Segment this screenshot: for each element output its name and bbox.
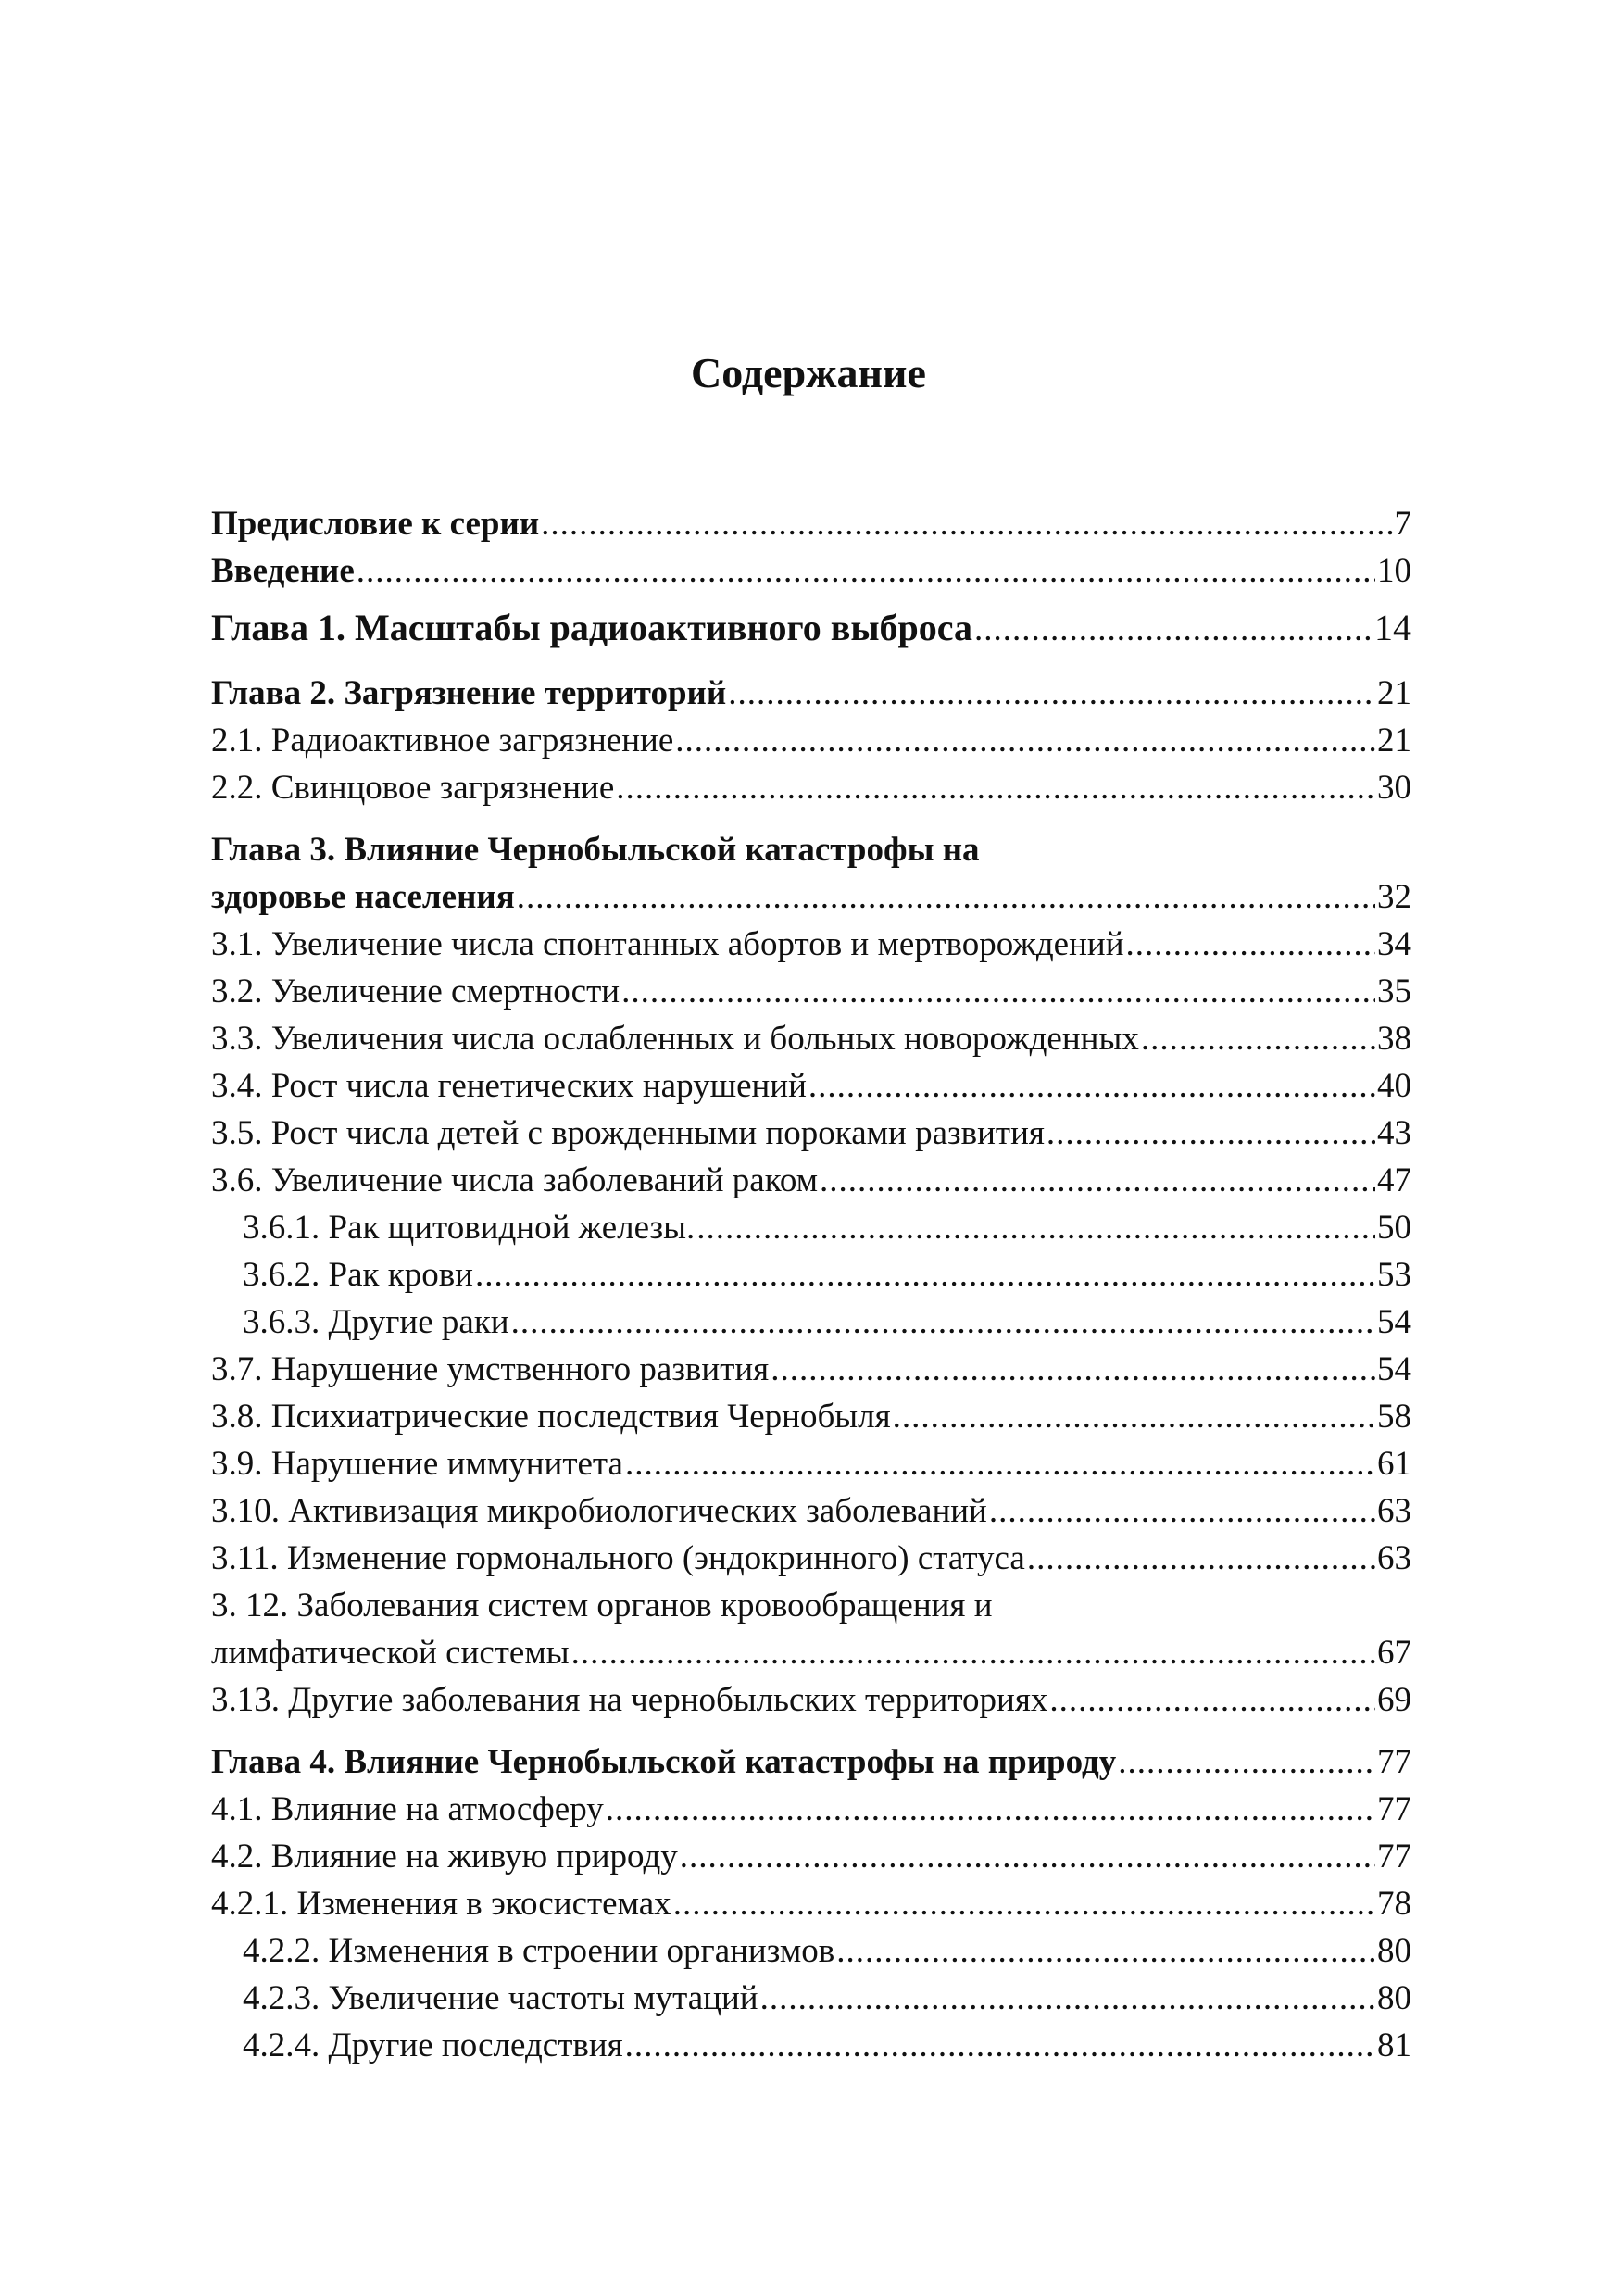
toc-entry-3-11[interactable]: [211, 1535, 1411, 1582]
toc-page-number: 77: [1377, 1838, 1411, 1876]
toc-page-number: 14: [1374, 607, 1411, 648]
toc-label: 3.11. Изменение гормонального (эндокринного) статуса: [211, 1539, 1025, 1577]
dot-leader: [808, 1062, 1375, 1110]
toc-page-number: 38: [1377, 1020, 1411, 1058]
dot-leader: [571, 1629, 1375, 1676]
dot-leader: [680, 1833, 1375, 1880]
toc-entry-3-6-2[interactable]: [211, 1251, 1411, 1299]
dot-leader: [675, 717, 1375, 764]
dot-leader: [836, 1927, 1375, 1975]
toc-entry-3-10[interactable]: [211, 1487, 1411, 1535]
toc-entry-3-6-3[interactable]: [211, 1299, 1411, 1346]
toc-page-number: 69: [1377, 1681, 1411, 1719]
toc-label: 3.3. Увеличения числа ослабленных и больных новорожденных: [211, 1020, 1139, 1058]
dot-leader: [1126, 921, 1375, 968]
toc-entry-chapter-4[interactable]: [211, 1738, 1411, 1786]
toc-entry-3-4[interactable]: [211, 1062, 1411, 1110]
toc-label: 3.6.2. Рак крови: [243, 1256, 473, 1294]
toc-page-number: 32: [1377, 878, 1411, 916]
dot-leader: [1118, 1738, 1375, 1786]
toc-entry-4-2-1[interactable]: [211, 1880, 1411, 1927]
toc-entry-3-3[interactable]: [211, 1015, 1411, 1062]
toc-label: 4.2. Влияние на живую природу: [211, 1838, 678, 1876]
toc-label: 3.8. Психиатрические последствия Чернобыля: [211, 1398, 891, 1436]
toc-entry-3-7[interactable]: [211, 1346, 1411, 1393]
toc-page-number: 34: [1377, 925, 1411, 963]
toc-label: 4.2.3. Увеличение частоты мутаций: [243, 1979, 758, 2017]
toc-label: 3.7. Нарушение умственного развития: [211, 1350, 770, 1388]
dot-leader: [1047, 1110, 1375, 1157]
toc-label: 4.1. Влияние на атмосферу: [211, 1790, 604, 1828]
toc-label: 3.1. Увеличение числа спонтанных абортов и мертворождений: [211, 925, 1124, 963]
toc-page-number: 77: [1377, 1790, 1411, 1828]
toc-entry-4-2-3[interactable]: [211, 1975, 1411, 2022]
dot-leader: [517, 873, 1375, 921]
toc-label: Глава 2. Загрязнение территорий: [211, 674, 727, 712]
toc-entry-3-9[interactable]: [211, 1440, 1411, 1487]
toc-page-number: 47: [1377, 1161, 1411, 1199]
toc-page-number: 30: [1377, 769, 1411, 807]
toc-page-number: 10: [1377, 552, 1411, 590]
toc-label: 3.6. Увеличение числа заболеваний раком: [211, 1161, 819, 1199]
dot-leader: [893, 1393, 1375, 1440]
toc-label: 3.4. Рост числа генетических нарушений: [211, 1067, 807, 1105]
toc-entry-2-1[interactable]: [211, 717, 1411, 764]
dot-leader: [974, 606, 1373, 653]
toc-entry-3-2[interactable]: [211, 968, 1411, 1015]
toc-page-number: 21: [1377, 674, 1411, 712]
toc-page-number: 21: [1377, 721, 1411, 759]
toc-label: 3.6.1. Рак щитовидной железы.: [243, 1209, 696, 1247]
toc-page-number: 50: [1377, 1209, 1411, 1247]
toc-label: 3.5. Рост числа детей с врожденными пороками развития: [211, 1114, 1045, 1152]
toc-label: Предисловие к серии: [211, 505, 540, 543]
toc-page-number: 78: [1377, 1885, 1411, 1923]
toc-entry-4-1[interactable]: [211, 1786, 1411, 1833]
toc-chapter-3-title-line: Глава 3. Влияние Чернобыльской катастрофы на: [211, 831, 980, 869]
dot-leader: [696, 1204, 1375, 1251]
dot-leader: [621, 968, 1375, 1015]
toc-page-number: 81: [1377, 2026, 1411, 2064]
toc-3-12-title-line: 3. 12. Заболевания систем органов кровообращения и: [211, 1587, 993, 1625]
toc-page-number: 61: [1377, 1445, 1411, 1483]
toc-label: 3.10. Активизация микробиологических заболеваний: [211, 1492, 987, 1530]
toc-label: лимфатической системы: [211, 1634, 570, 1672]
toc-label: Введение: [211, 552, 355, 590]
dot-leader: [541, 500, 1392, 547]
toc-label: 4.2.1. Изменения в экосистемах: [211, 1885, 671, 1923]
toc-page-number: 77: [1377, 1743, 1411, 1781]
dot-leader: [760, 1975, 1375, 2022]
toc-page-number: 63: [1377, 1539, 1411, 1577]
toc-entry-chapter-3[interactable]: [211, 873, 1411, 921]
dot-leader: [625, 1440, 1375, 1487]
toc-page-number: 35: [1377, 972, 1411, 1010]
dot-leader: [511, 1299, 1375, 1346]
dot-leader: [625, 2022, 1375, 2069]
toc-entry-4-2-2[interactable]: [211, 1927, 1411, 1975]
toc-page-number: 58: [1377, 1398, 1411, 1436]
toc-entry-3-13[interactable]: [211, 1676, 1411, 1724]
toc-page-number: 67: [1377, 1634, 1411, 1672]
toc-page-number: 53: [1377, 1256, 1411, 1294]
toc-entry-3-8[interactable]: [211, 1393, 1411, 1440]
toc-entry-3-1[interactable]: [211, 921, 1411, 968]
toc-label: 3.13. Другие заболевания на чернобыльских территориях: [211, 1681, 1048, 1719]
toc-label: здоровье населения: [211, 878, 515, 916]
toc-page-number: 43: [1377, 1114, 1411, 1152]
dot-leader: [606, 1786, 1375, 1833]
toc-page-number: 40: [1377, 1067, 1411, 1105]
toc-entry-chapter-2[interactable]: [211, 670, 1411, 717]
toc-label: 3.2. Увеличение смертности: [211, 972, 620, 1010]
page-title: Содержание: [691, 348, 926, 396]
toc-page-number: 54: [1377, 1303, 1411, 1341]
dot-leader: [771, 1346, 1375, 1393]
table-of-contents: [211, 500, 1411, 2069]
toc-entry-2-2[interactable]: [211, 764, 1411, 811]
toc-label: 4.2.2. Изменения в строении организмов: [243, 1932, 835, 1970]
toc-entry-3-6[interactable]: [211, 1157, 1411, 1204]
toc-page-number: 63: [1377, 1492, 1411, 1530]
toc-label: 3.9. Нарушение иммунитета: [211, 1445, 623, 1483]
dot-leader: [673, 1880, 1375, 1927]
dot-leader: [1027, 1535, 1375, 1582]
dot-leader: [728, 670, 1375, 717]
dot-leader: [1049, 1676, 1375, 1724]
toc-label: 2.1. Радиоактивное загрязнение: [211, 721, 674, 759]
toc-label: Глава 4. Влияние Чернобыльской катастрофы на природу: [211, 1743, 1117, 1781]
toc-label: 2.2. Свинцовое загрязнение: [211, 769, 615, 807]
toc-page-number: 80: [1377, 1979, 1411, 2017]
toc-entry-preface[interactable]: [211, 500, 1411, 547]
toc-entry-chapter-1[interactable]: [211, 604, 1411, 651]
dot-leader: [475, 1251, 1375, 1299]
toc-entry-4-2[interactable]: [211, 1833, 1411, 1880]
dot-leader: [989, 1487, 1375, 1535]
dot-leader: [357, 547, 1375, 595]
toc-entry-3-12[interactable]: [211, 1629, 1411, 1676]
toc-page-number: 7: [1394, 505, 1411, 543]
toc-label: Глава 1. Масштабы радиоактивного выброса: [211, 607, 973, 648]
toc-page-number: 54: [1377, 1350, 1411, 1388]
toc-entry-intro[interactable]: [211, 547, 1411, 595]
dot-leader: [1141, 1015, 1375, 1062]
toc-entry-4-2-4[interactable]: [211, 2022, 1411, 2069]
toc-entry-3-5[interactable]: [211, 1110, 1411, 1157]
dot-leader: [616, 764, 1375, 811]
toc-label: 3.6.3. Другие раки: [243, 1303, 509, 1341]
dot-leader: [820, 1157, 1375, 1204]
toc-page-number: 80: [1377, 1932, 1411, 1970]
toc-entry-3-6-1[interactable]: [211, 1204, 1411, 1251]
toc-label: 4.2.4. Другие последствия: [243, 2026, 623, 2064]
